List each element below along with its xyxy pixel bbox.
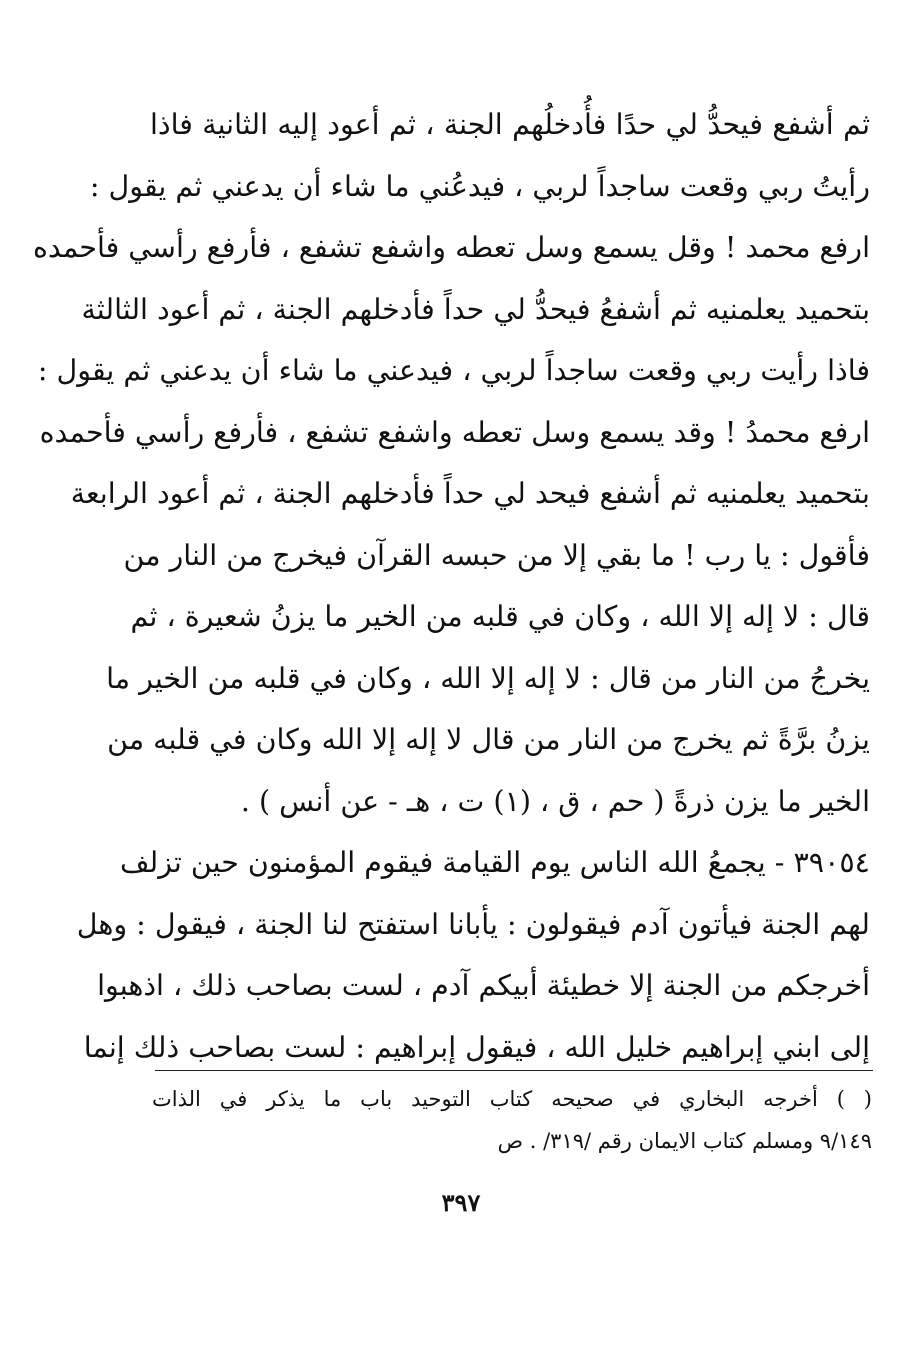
text-line: الخير ما يزن ذرةً ( حم ، ق ، (١) ت ، هـ - عن أنس ) .	[240, 784, 870, 818]
text-line: ثم أشفع فيحدُّ لي حدًا فأُدخلُهم الجنة ، ثم أعود إليه الثانية فاذا	[150, 108, 870, 141]
text-line: فأقول : يا رب ! ما بقي إلا من حبسه القرآن فيخرج من النار من	[123, 538, 870, 572]
footnote-line: ٩/١٤٩ ومسلم كتاب الايمان رقم /٣١٩/ . ص	[497, 1129, 872, 1153]
text-line: ارفع محمدُ ! وقد يسمع وسل تعطه واشفع تشفع ، فأرفع رأسي فأحمده	[39, 415, 870, 449]
text-line: أخرجكم من الجنة إلا خطيئة أبيكم آدم ، لست بصاحب ذلك ، اذهبوا	[97, 969, 870, 1002]
text-line: ٣٩٠٥٤ - يجمعُ الله الناس يوم القيامة فيقوم المؤمنون حين تزلف	[120, 846, 870, 879]
page-number: ٣٩٧	[441, 1188, 481, 1217]
text-line: فاذا رأيت ربي وقعت ساجداً لربي ، فيدعني ما شاء أن يدعني ثم يقول :	[37, 354, 870, 387]
footnotes	[152, 1078, 872, 1162]
text-line: يزنُ برَّةً ثم يخرج من النار من قال لا إله إلا الله وكان في قلبه من	[107, 723, 870, 756]
main-text	[32, 94, 870, 1078]
text-line: ارفع محمد ! وقل يسمع وسل تعطه واشفع تشفع ، فأرفع رأسي فأحمده	[32, 231, 870, 264]
footnote-divider	[155, 1070, 873, 1071]
text-line: بتحميد يعلمنيه ثم أشفعُ فيحدُّ لي حداً فأدخلهم الجنة ، ثم أعود الثالثة	[81, 292, 870, 326]
text-line: يخرجُ من النار من قال : لا إله إلا الله ، وكان في قلبه من الخير ما	[106, 661, 870, 695]
text-line: بتحميد يعلمنيه ثم أشفع فيحد لي حداً فأدخلهم الجنة ، ثم أعود الرابعة	[70, 477, 870, 510]
text-line: قال : لا إله إلا الله ، وكان في قلبه من الخير ما يزنُ شعيرة ، ثم	[130, 600, 870, 633]
text-line: إلى ابني إبراهيم خليل الله ، فيقول إبراهيم : لست بصاحب ذلك إنما	[83, 1030, 870, 1064]
footnote-line: ( ) أخرجه البخاري في صحيحه كتاب التوحيد باب ما يذكر في الذات	[152, 1087, 872, 1111]
text-line: رأيتُ ربي وقعت ساجداً لربي ، فيدعُني ما شاء أن يدعني ثم يقول :	[89, 169, 870, 203]
text-line: لهم الجنة فيأتون آدم فيقولون : يأبانا استفتح لنا الجنة ، فيقول : وهل	[76, 907, 870, 941]
